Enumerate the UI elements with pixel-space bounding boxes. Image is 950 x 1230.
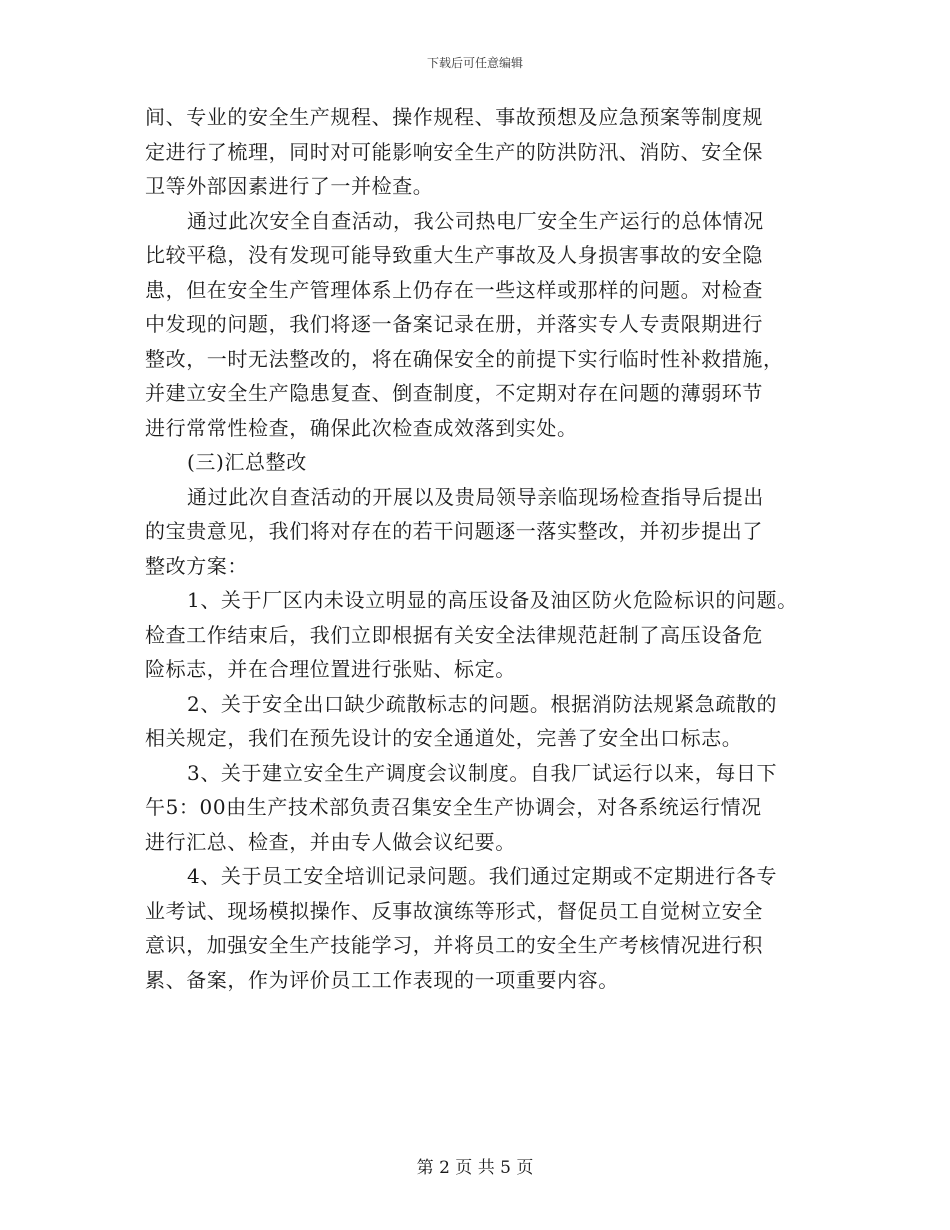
body-line: 进行常常性检查，确保此次检查成效落到实处。 [145,415,578,440]
page-header: 下载后可任意编辑 [426,56,523,70]
body-line: 意识，加强安全生产技能学习，并将员工的安全生产考核情况进行积 [145,933,763,957]
body-line: 患，但在安全生产管理体系上仍存在一些这样或那样的问题。对检查 [145,277,763,302]
body-line: 相关规定，我们在预先设计的安全通道处，完善了安全出口标志。 [145,726,743,750]
body-line: 3、关于建立安全生产调度会议制度。自我厂试运行以来，每日下 [187,760,778,785]
body-line: 通过此次安全自查活动，我公司热电厂安全生产运行的总体情况 [187,208,764,233]
body-line: 检查工作结束后，我们立即根据有关安全法律规范赶制了高压设备危 [145,622,763,647]
body-line: 2、关于安全出口缺少疏散标志的问题。根据消防法规紧急疏散的 [187,691,778,716]
body-line: 定进行了梳理，同时对可能影响安全生产的防洪防汛、消防、安全保 [145,139,763,164]
page-footer: 第 2 页 共 5 页 [416,1158,534,1178]
body-line: 间、专业的安全生产规程、操作规程、事故预想及应急预案等制度规 [145,105,763,129]
body-line: 中发现的问题，我们将逐一备案记录在册，并落实专人专责限期进行 [145,312,763,336]
body-line: 1、关于厂区内未设立明显的高压设备及油区防火危险标识的问题。 [187,588,798,612]
section-heading: (三)汇总整改 [187,450,307,474]
body-line: 午5：00由生产技术部负责召集安全生产协调会，对各系统运行情况 [145,795,762,819]
body-line: 业考试、现场模拟操作、反事故演练等形式，督促员工自觉树立安全 [145,898,763,923]
body-line: 4、关于员工安全培训记录问题。我们通过定期或不定期进行各专 [187,864,778,888]
body-line: 并建立安全生产隐患复查、倒查制度，不定期对存在问题的薄弱环节 [145,381,763,405]
body-line: 险标志，并在合理位置进行张贴、标定。 [145,657,516,681]
body-line: 整改方案： [145,553,248,578]
body-line: 进行汇总、检查，并由专人做会议纪要。 [145,829,516,854]
body-line: 的宝贵意见，我们将对存在的若干问题逐一落实整改，并初步提出了 [145,519,763,543]
body-line: 整改，一时无法整改的，将在确保安全的前提下实行临时性补救措施， [145,346,784,371]
body-line: 比较平稳，没有发现可能导致重大生产事故及人身损害事故的安全隐 [145,243,763,267]
document-body [145,100,825,997]
body-line: 累、备案，作为评价员工工作表现的一项重要内容。 [145,967,619,992]
body-line: 通过此次自查活动的开展以及贵局领导亲临现场检查指导后提出 [187,484,764,509]
body-line: 卫等外部因素进行了一并检查。 [145,174,434,198]
